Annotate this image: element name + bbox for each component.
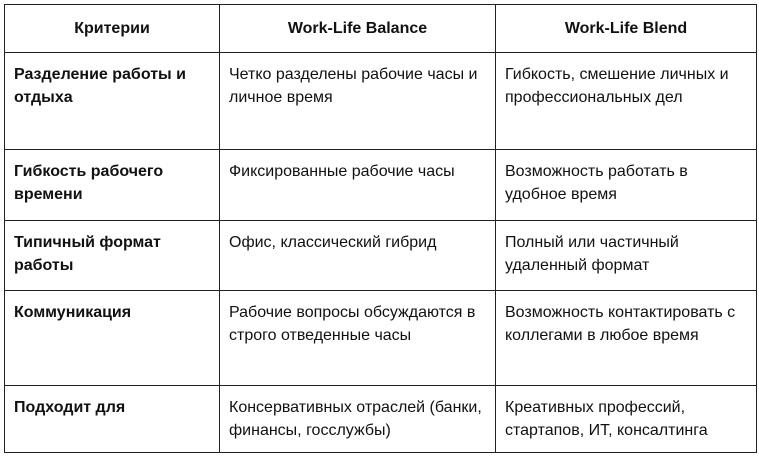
blend-cell: Гибкость, смешение личных и профессиональных дел (496, 53, 757, 150)
table-row (5, 221, 757, 291)
balance-cell: Офис, классический гибрид (220, 221, 496, 291)
criterion-cell: Разделение работы и отдыха (5, 53, 220, 150)
criterion-cell: Типичный формат работы (5, 221, 220, 291)
table-header-row (5, 5, 757, 53)
blend-cell: Полный или частичный удаленный формат (496, 221, 757, 291)
table-row (5, 150, 757, 221)
balance-cell: Консервативных отраслей (банки, финансы, госслужбы) (220, 386, 496, 453)
header-criteria: Критерии (5, 5, 220, 53)
header-work-life-balance: Work-Life Balance (220, 5, 496, 53)
criterion-cell: Гибкость рабочего времени (5, 150, 220, 221)
criterion-cell: Коммуникация (5, 291, 220, 386)
table-row (5, 291, 757, 386)
blend-cell: Креативных профессий, стартапов, ИТ, консалтинга (496, 386, 757, 453)
balance-cell: Фиксированные рабочие часы (220, 150, 496, 221)
table-row (5, 386, 757, 453)
table-row (5, 53, 757, 150)
balance-cell: Рабочие вопросы обсуждаются в строго отведенные часы (220, 291, 496, 386)
criterion-cell: Подходит для (5, 386, 220, 453)
blend-cell: Возможность работать в удобное время (496, 150, 757, 221)
balance-cell: Четко разделены рабочие часы и личное время (220, 53, 496, 150)
comparison-table (4, 4, 757, 453)
blend-cell: Возможность контактировать с коллегами в любое время (496, 291, 757, 386)
header-work-life-blend: Work-Life Blend (496, 5, 757, 53)
